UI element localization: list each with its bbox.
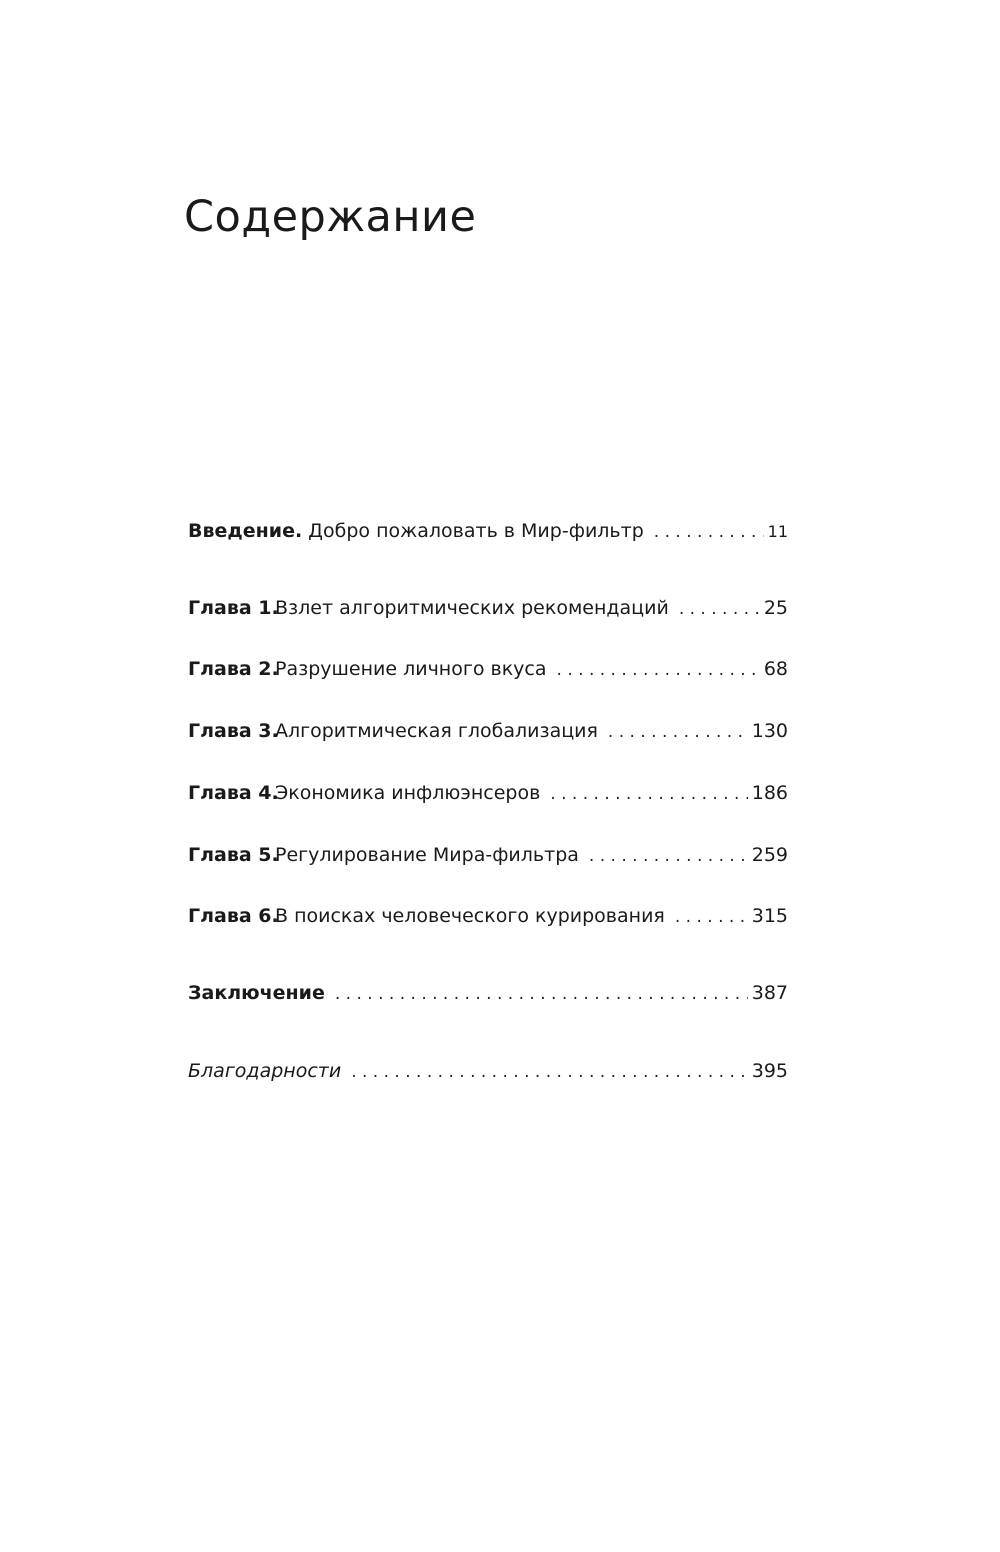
toc-entry-page: 11 [767,522,788,541]
dot-leader [557,658,760,682]
toc-entry-chapter-6[interactable] [188,904,788,929]
toc-entry-title: В поисках человеческого курирования [275,905,665,927]
toc-entry-page: 186 [751,782,788,804]
toc-entry-title: Регулирование Мира-фильтра [275,844,579,866]
toc-entry-page: 130 [751,720,788,742]
toc-entry-conclusion[interactable] [188,981,788,1006]
toc-entry-label: Введение. [188,520,303,542]
toc-entry-label: Глава 2. [188,658,279,680]
toc-entry-intro[interactable] [188,519,788,544]
toc-entry-title: Добро пожаловать в Мир-фильтр [308,520,644,542]
dot-leader [589,844,748,868]
toc-entry-title: Взлет алгоритмических рекомендаций [275,597,669,619]
dot-leader [335,982,748,1006]
toc-entry-title: Алгоритмическая глобализация [275,720,598,742]
dot-leader [608,720,748,744]
page-title: Содержание [184,192,477,242]
dot-leader [550,782,747,806]
toc-entry-title: Разрушение личного вкуса [275,658,547,680]
toc-entry-title: Благодарности [188,1060,342,1082]
toc-entry-page: 315 [751,905,788,927]
toc-entry-chapter-2[interactable] [188,657,788,682]
toc-entry-acknowledgements[interactable] [188,1059,788,1084]
dot-leader [679,597,760,621]
dot-leader [675,905,748,929]
dot-leader [654,520,764,544]
toc-entry-label: Глава 5. [188,844,279,866]
toc-entry-chapter-3[interactable] [188,719,788,744]
toc-entry-chapter-5[interactable] [188,843,788,868]
toc-entry-chapter-1[interactable] [188,596,788,621]
toc-entry-page: 259 [751,844,788,866]
toc-entry-label: Глава 6. [188,905,279,927]
toc-entry-page: 68 [763,658,788,680]
toc-entry-label: Глава 1. [188,597,279,619]
toc-entry-page: 25 [763,597,788,619]
toc-entry-page: 387 [751,982,788,1004]
toc-entry-label: Глава 3. [188,720,279,742]
toc-entry-title: Экономика инфлюэнсеров [275,782,541,804]
toc-entry-page: 395 [751,1060,788,1082]
toc-entry-label: Глава 4. [188,782,279,804]
toc-entry-chapter-4[interactable] [188,781,788,806]
toc-entry-label: Заключение [188,982,325,1004]
dot-leader [351,1060,748,1084]
